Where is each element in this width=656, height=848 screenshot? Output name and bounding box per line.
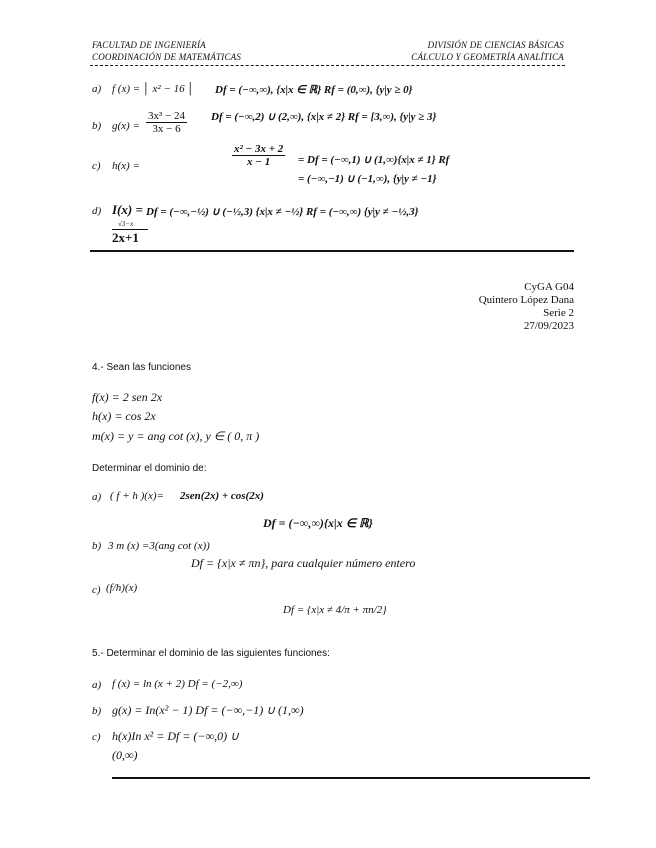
q4-a-expression: ( f + h )(x)= — [110, 490, 164, 502]
prev-b-denominator: 3x − 6 — [152, 123, 181, 135]
q4-c-result: Df = {x|x ≠ 4/π + πn/2} — [283, 604, 387, 616]
prev-c-fraction — [232, 143, 285, 168]
q4-h-definition: h(x) = cos 2x — [92, 409, 156, 423]
bottom-separator — [112, 777, 590, 779]
prev-b-label: b) — [92, 120, 102, 132]
header-division: DIVISIÓN DE CIENCIAS BÁSICAS — [427, 40, 564, 50]
q5-a-label: a) — [92, 679, 102, 691]
prev-a-label: a) — [92, 83, 102, 95]
q5-a-expression: f (x) = ln (x + 2) Df = (−2,∞) — [112, 678, 243, 690]
prev-b-numerator: 3x³ − 24 — [148, 110, 186, 122]
prev-b-fraction — [146, 110, 187, 135]
student-date: 27/09/2023 — [523, 320, 574, 332]
q4-a-label: a) — [92, 491, 102, 503]
prev-c-label: c) — [92, 160, 101, 172]
q5-c-expression-2: (0,∞) — [112, 748, 138, 762]
student-name: Quintero López Dana — [478, 294, 574, 306]
q4-a-expression-2: 2sen(2x) + cos(2x) — [180, 490, 264, 502]
prev-d-denominator: 2x+1 — [112, 230, 139, 245]
q5-c-expression: h(x)In x² = Df = (−∞,0) ∪ — [112, 729, 239, 743]
student-group: CyGA G04 — [524, 281, 574, 293]
prev-c-result-1: = Df = (−∞,1) ∪ (1,∞){x|x ≠ 1} Rf — [298, 154, 450, 166]
prev-b-function: g(x) = — [112, 120, 140, 132]
q4-c-label: c) — [92, 584, 101, 596]
section-separator — [90, 250, 574, 252]
prev-a-function: f (x) = │ x² − 16 │ — [112, 83, 195, 95]
q4-title: 4.- Sean las funciones — [92, 362, 191, 373]
q4-a-result: Df = (−∞,∞){x|x ∈ ℝ} — [263, 516, 373, 530]
q5-b-label: b) — [92, 705, 102, 717]
q4-b-label: b) — [92, 540, 102, 552]
header-course: CÁLCULO Y GEOMETRÍA ANALÍTICA — [411, 52, 564, 62]
prev-c-numerator: x² − 3x + 2 — [234, 143, 284, 155]
header-divider — [90, 64, 565, 66]
q4-m-definition: m(x) = y = ang cot (x), y ∈ ( 0, π ) — [92, 429, 260, 443]
prev-c-result-2: = (−∞,−1) ∪ (−1,∞), {y|y ≠ −1} — [298, 173, 437, 185]
prev-d-result: Df = (−∞,−½) ∪ (−½,3) {x|x ≠ −½} Rf = (−∞,∞) {y|y ≠ −½,3} — [146, 206, 419, 218]
q5-c-label: c) — [92, 731, 101, 743]
q4-prompt: Determinar el dominio de: — [92, 463, 207, 474]
q5-b-expression: g(x) = In(x² − 1) Df = (−∞,−1) ∪ (1,∞) — [112, 703, 304, 717]
prev-a-result: Df = (−∞,∞), {x|x ∈ ℝ} Rf = (0,∞), {y|y ≥ 0} — [215, 84, 413, 96]
prev-c-denominator: x − 1 — [247, 156, 271, 168]
student-serie: Serie 2 — [543, 307, 574, 319]
q5-title: 5.- Determinar el dominio de las siguientes funciones: — [92, 648, 330, 659]
prev-c-function: h(x) = — [112, 160, 140, 172]
prev-b-result: Df = (−∞,2) ∪ (2,∞), {x|x ≠ 2} Rf = [3,∞), {y|y ≥ 3} — [211, 111, 437, 123]
q4-c-expression: (f/h)(x) — [106, 582, 138, 594]
header-coordination: COORDINACIÓN DE MATEMÁTICAS — [92, 52, 242, 62]
q4-b-result: Df = {x|x ≠ πn}, para cualquier número entero — [191, 556, 416, 570]
q4-b-expression: 3 m (x) =3(ang cot (x)) — [108, 540, 210, 552]
prev-d-sqrt: √3−x — [118, 220, 134, 228]
q4-f-definition: f(x) = 2 sen 2x — [92, 390, 163, 404]
header-faculty: FACULTAD DE INGENIERÍA — [92, 40, 206, 50]
prev-d-function: I(x) = — [112, 202, 143, 217]
prev-d-label: d) — [92, 205, 102, 217]
